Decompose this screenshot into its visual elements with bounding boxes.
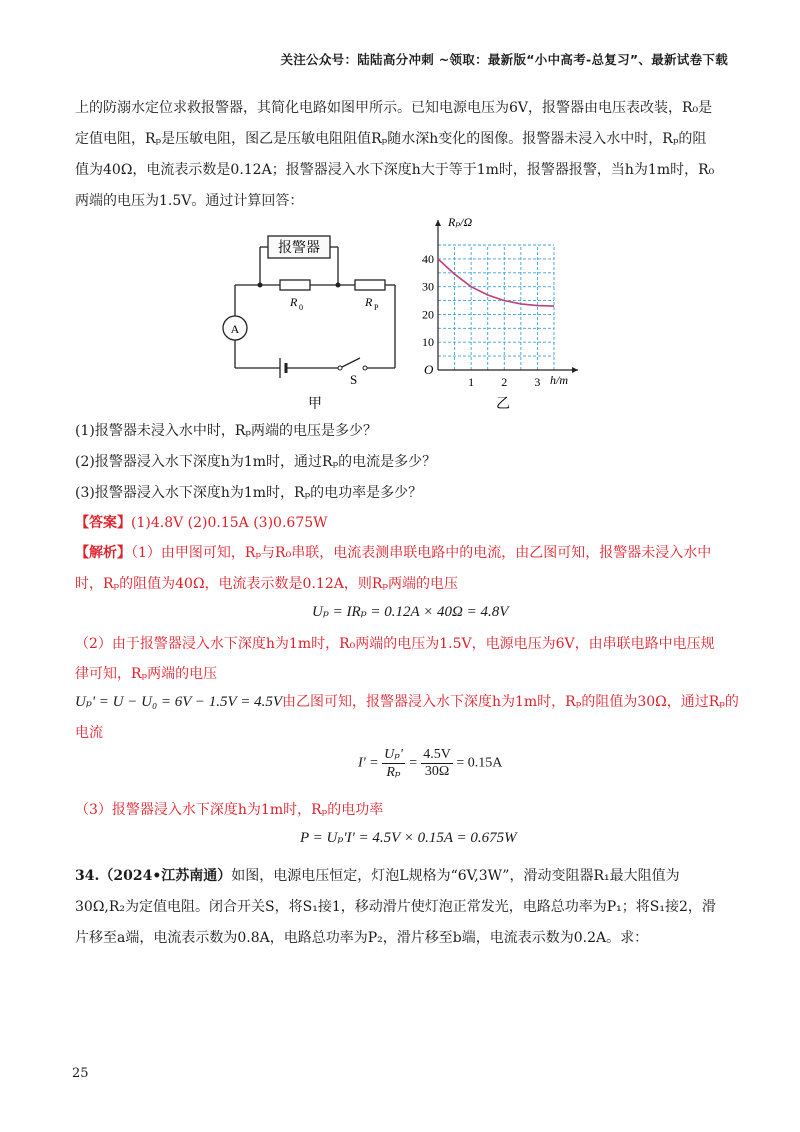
y-tick-label: 30	[422, 279, 434, 294]
intro-line-3: 值为40Ω，电流表示数是0.12A；报警器浸入水下深度h大于等于1m时，报警器报警，当h为1m时，R₀	[75, 162, 715, 178]
intro-line-1: 上的防溺水定位求救报警器，其简化电路如图甲所示。已知电源电压为6V，报警器由电压表改装，R₀是	[75, 100, 713, 116]
x-tick-label: 2	[501, 375, 508, 389]
q34-line-1: 34.（2024•江苏南通）如图，电源电压恒定，灯泡L规格为“6V,3W”，滑动变阻器R₁最大阻值为	[75, 868, 680, 884]
q34-line-3: 片移至a端，电流表示数为0.8A，电路总功率为P₂，滑片移至b端，电流表示数为0.2A。求：	[75, 930, 649, 946]
equation-3: I' = $\frac{\text{Uₚ'}}{\text{Rₚ}}$ = $\frac{4.5V}{30\Omega}$ = 0.15A	[358, 747, 503, 780]
switch-label: S	[350, 372, 358, 387]
answer-label: 【答案】	[75, 515, 131, 531]
analysis-line-1: 【解析】（1）由甲图可知，Rₚ与R₀串联，电流表测串联电路中的电流，由乙图可知，报警器未浸入水中	[75, 545, 712, 561]
switch-blade	[340, 358, 360, 368]
equation-2: Uₚ' = U − U₀ = 6V − 1.5V = 4.5V	[75, 694, 282, 710]
rp-sub: P	[374, 303, 379, 312]
q34-line-2: 30Ω,R₂为定值电阻。闭合开关S，将S₁接1，移动滑片使灯泡正常发光，电路总功率为P₁；将S₁接2，滑	[75, 899, 716, 915]
q34-source: （2024•江苏南通）	[99, 868, 232, 884]
intro-line-4: 两端的电压为1.5V。通过计算回答：	[75, 193, 304, 209]
analysis-line-3: （2）由于报警器浸入水下深度h为1m时，R₀两端的电压为1.5V，电源电压为6V，由串联电路中电压规	[75, 636, 715, 652]
analysis-line-4: 律可知，Rₚ两端的电压	[75, 666, 218, 682]
x-axis-arrow	[572, 367, 578, 373]
origin-label: O	[424, 362, 434, 377]
analysis-line-7: （3）报警器浸入水下深度h为1m时，Rₚ的电功率	[75, 802, 384, 818]
y-axis-arrow	[435, 220, 441, 226]
rp-vs-depth-chart	[418, 210, 588, 415]
analysis-line-2: 时，Rₚ的阻值为40Ω，电流表示数是0.12A，则Rₚ两端的电压	[75, 576, 458, 592]
switch-contact	[338, 366, 342, 370]
analysis-label: 【解析】	[75, 545, 131, 561]
y-tick-label: 20	[422, 307, 434, 322]
circuit-diagram	[210, 228, 410, 413]
r0-sub: 0	[299, 303, 303, 312]
y-axis-label: Rₚ/Ω	[448, 215, 473, 229]
rp-curve	[438, 259, 554, 306]
analysis-line-6: 电流	[75, 725, 103, 741]
equation-1: Uₚ = IRₚ = 0.12A × 40Ω = 4.8V	[312, 604, 509, 620]
x-tick-label: 3	[534, 375, 541, 389]
page-number: 25	[72, 1066, 89, 1081]
ammeter-label: A	[230, 322, 240, 336]
y-tick-label: 40	[422, 251, 434, 266]
r0-label: R	[290, 295, 298, 309]
rp-resistor	[355, 280, 385, 290]
q34-number: 34.	[75, 868, 100, 884]
y-tick-label: 10	[422, 335, 434, 350]
page-header: 关注公众号：陆陆高分冲刺 ~领取：最新版“小中高考-总复习”、最新试卷下载	[280, 52, 728, 67]
circuit-caption: 甲	[308, 396, 322, 412]
chart-grid	[438, 245, 554, 370]
question-1: (1)报警器未浸入水中时，Rₚ两端的电压是多少？	[75, 423, 377, 439]
junction-dot	[258, 283, 263, 288]
x-axis-label: h/m	[550, 373, 568, 387]
question-2: (2)报警器浸入水下深度h为1m时，通过Rₚ的电流是多少？	[75, 454, 437, 470]
answer-text: (1)4.8V (2)0.15A (3)0.675W	[131, 515, 328, 531]
x-tick-label: 1	[468, 375, 475, 389]
chart-caption: 乙	[496, 396, 510, 412]
r0-resistor	[280, 280, 310, 290]
switch-contact	[363, 366, 367, 370]
analysis-line-5: Uₚ' = U − U₀ = 6V − 1.5V = 4.5V由乙图可知，报警器浸入水下深度h为1m时，Rₚ的阻值为30Ω，通过Rₚ的	[75, 694, 739, 710]
answer-line	[75, 513, 328, 533]
junction-dot	[336, 283, 341, 288]
alarm-label: 报警器	[278, 240, 320, 256]
chart-axes	[435, 220, 578, 373]
intro-line-2: 定值电阻，Rₚ是压敏电阻，图乙是压敏电阻阻值Rₚ随水深h变化的图像。报警器未浸入水中时，Rₚ的阻	[75, 131, 707, 147]
equation-4: P = Uₚ'I' = 4.5V × 0.15A = 0.675W	[300, 830, 517, 846]
question-3: (3)报警器浸入水下深度h为1m时，Rₚ的电功率是多少？	[75, 485, 423, 501]
rp-label: R	[365, 295, 373, 309]
